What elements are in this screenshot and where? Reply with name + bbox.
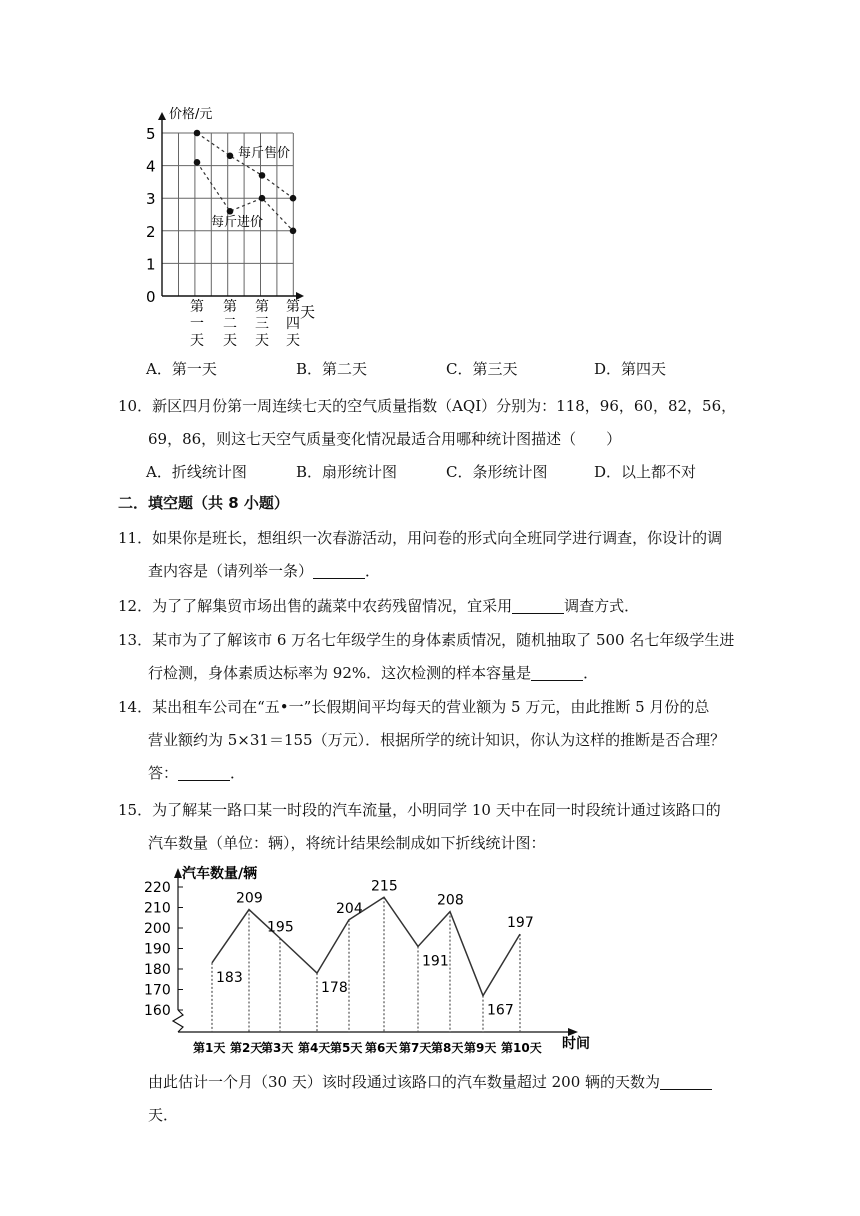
- x-tick-label: 第2天: [230, 1041, 263, 1055]
- x-axis-label: 天: [300, 303, 316, 321]
- series-label-buy: 每斤进价: [211, 215, 264, 230]
- question-10: [118, 390, 738, 456]
- x-tick-char: 第: [255, 299, 269, 315]
- q9-option-d[interactable]: D．第四天: [594, 360, 667, 378]
- q13-line2-end: ．: [583, 664, 599, 682]
- x-tick-char: 四: [286, 316, 300, 332]
- data-label: 167: [487, 1002, 514, 1019]
- x-tick-char: 第: [223, 299, 237, 315]
- x-tick-label: 第3天: [261, 1041, 294, 1055]
- q12-text: 12．为了了解集贸市场出售的蔬菜中农药残留情况，宜采用: [118, 597, 513, 615]
- x-tick-label: 第9天: [464, 1041, 497, 1055]
- q15-after-line: [118, 1066, 738, 1132]
- q15-after-text: 由此估计一个月（30 天）该时段通过该路口的汽车数量超过 200 辆的天数为: [148, 1073, 661, 1091]
- q12-text-end: 调查方式．: [564, 597, 640, 615]
- answer-blank[interactable]: [512, 597, 564, 614]
- x-tick-label: [223, 299, 237, 349]
- car-count-chart: [140, 858, 610, 1063]
- y-tick-labels: [146, 125, 156, 306]
- question-13: [118, 624, 738, 690]
- q14-line3-end: ．: [230, 764, 246, 782]
- q9-option-c[interactable]: C．第三天: [446, 360, 518, 378]
- data-label: 209: [236, 890, 263, 907]
- point-labels: [216, 878, 534, 1018]
- q13-line2: [118, 657, 738, 690]
- x-tick-label: [255, 299, 269, 349]
- q10-option-a[interactable]: A．折线统计图: [146, 463, 247, 481]
- x-tick-char: 第: [286, 299, 300, 315]
- x-tick-char: 二: [223, 316, 237, 332]
- q13-line2-text: 行检测，身体素质达标率为 92%．这次检测的样本容量是: [148, 664, 532, 682]
- question-15: [118, 794, 738, 860]
- y-axis-arrow: [158, 112, 166, 120]
- q9-option-a[interactable]: A．第一天: [146, 360, 217, 378]
- q10-option-c[interactable]: C．条形统计图: [446, 463, 548, 481]
- q10-option-d[interactable]: D．以上都不对: [594, 463, 697, 481]
- y-tick-label: 160: [144, 1003, 171, 1019]
- y-tick-label: 210: [144, 900, 171, 917]
- data-label: 208: [437, 892, 464, 909]
- q13-line1: 13．某市为了了解该市 6 万名七年级学生的身体素质情况，随机抽取了 500 名七年级学生进: [118, 631, 735, 649]
- price-chart: [140, 100, 320, 350]
- x-tick-label: 第10天: [501, 1041, 542, 1055]
- x-axis-label: 时间: [562, 1036, 590, 1052]
- sell-price-point: [290, 195, 297, 202]
- x-tick-label: 第6天: [365, 1041, 398, 1055]
- x-tick-char: 天: [190, 333, 204, 349]
- q14-line1: 14．某出租车公司在“五•一”长假期间平均每天的营业额为 5 万元，由此推断 5 月份的总: [118, 698, 710, 716]
- q12-line: [118, 590, 738, 623]
- y-tick-label: 2: [146, 222, 156, 241]
- q11-line2-end: ．: [365, 562, 381, 580]
- x-tick-label: 第5天: [330, 1041, 363, 1055]
- q10-option-b[interactable]: B．扇形统计图: [296, 463, 398, 481]
- y-tick-label: 1: [146, 255, 156, 274]
- series-line: [212, 897, 520, 995]
- answer-blank[interactable]: [531, 664, 583, 681]
- buy-price-point: [290, 228, 297, 235]
- x-tick-char: 天: [286, 333, 300, 349]
- buy-price-point: [227, 208, 234, 215]
- q15-line2: 汽车数量（单位：辆），将统计结果绘制成如下折线统计图：: [148, 834, 546, 852]
- x-tick-char: 一: [190, 316, 204, 332]
- data-label: 183: [216, 969, 243, 986]
- x-tick-label: 第8天: [431, 1041, 464, 1055]
- sell-price-point: [194, 130, 201, 137]
- q11-line1: 11．如果你是班长，想组织一次春游活动，用问卷的形式向全班同学进行调查，你设计的调: [118, 529, 723, 547]
- data-label: 195: [267, 919, 294, 936]
- q14-line3: [118, 757, 738, 790]
- x-axis-arrow: [568, 1028, 578, 1036]
- sell-price-point: [259, 172, 266, 179]
- y-tick-label: 170: [144, 982, 171, 999]
- answer-blank[interactable]: [178, 764, 230, 781]
- data-label: 204: [336, 900, 363, 917]
- y-axis-label: 汽车数量/辆: [182, 866, 258, 882]
- q15-line1: 15．为了解某一路口某一时段的汽车流量，小明同学 10 天中在同一时段统计通过该路口的: [118, 801, 721, 819]
- data-label: 178: [321, 980, 348, 997]
- x-tick-label: [286, 299, 300, 349]
- data-label: 197: [507, 915, 534, 932]
- q10-line1: 10．新区四月份第一周连续七天的空气质量指数（AQI）分别为：118，96，60，82，56，: [118, 397, 737, 415]
- y-tick-label: 180: [144, 962, 171, 978]
- question-12: [118, 590, 738, 623]
- x-tick-char: 天: [255, 333, 269, 349]
- question-14: [118, 691, 738, 790]
- y-tick-label: 3: [146, 190, 156, 209]
- y-axis-arrow: [174, 868, 182, 878]
- q14-line2: 营业额约为 5×31＝155（万元）．根据所学的统计知识，你认为这样的推断是否合理？: [148, 731, 726, 749]
- buy-price-point: [194, 159, 201, 166]
- q14-line3-text: 答：: [148, 764, 179, 782]
- x-tick-labels: [190, 299, 300, 349]
- q15-after-end: 天．: [148, 1106, 179, 1124]
- x-tick-label: 第1天: [193, 1041, 226, 1055]
- answer-blank[interactable]: [313, 562, 365, 579]
- q11-line2: [118, 555, 738, 588]
- x-tick-char: 三: [255, 316, 269, 332]
- question-11: [118, 522, 738, 588]
- y-axis-label: 价格/元: [169, 107, 213, 122]
- x-tick-label: [190, 299, 204, 349]
- axis-break-zigzag: [173, 1010, 183, 1032]
- data-label: 191: [422, 953, 449, 970]
- y-tick-label: 0: [146, 288, 156, 306]
- y-tick-label: 4: [146, 157, 156, 176]
- x-tick-label: 第4天: [298, 1041, 331, 1055]
- q11-line2-text: 查内容是（请列举一条）: [148, 562, 314, 580]
- series-label-sell: 每斤售价: [238, 146, 291, 161]
- y-tick-label: 190: [144, 941, 171, 958]
- buy-price-point: [259, 195, 266, 202]
- y-tick-label: 5: [146, 125, 156, 143]
- sell-price-point: [227, 153, 234, 160]
- x-tick-char: 天: [223, 333, 237, 349]
- x-tick-label: 第7天: [399, 1041, 432, 1055]
- data-label: 215: [371, 878, 398, 895]
- q9-option-b[interactable]: B．第二天: [296, 360, 368, 378]
- answer-blank[interactable]: [660, 1073, 712, 1090]
- y-tick-label: 220: [144, 880, 171, 896]
- q10-line2: 69，86，则这七天空气质量变化情况最适合用哪种统计图描述（ ）: [148, 430, 622, 448]
- car-count-line: [212, 897, 520, 995]
- question-15-after: [118, 1066, 738, 1132]
- section-heading: 二．填空题（共 8 小题）: [118, 494, 289, 512]
- x-tick-char: 第: [190, 299, 204, 315]
- chart-axes: [158, 112, 304, 300]
- y-tick-labels: [144, 880, 183, 1019]
- y-tick-label: 200: [144, 921, 171, 937]
- x-tick-labels: [193, 1040, 542, 1055]
